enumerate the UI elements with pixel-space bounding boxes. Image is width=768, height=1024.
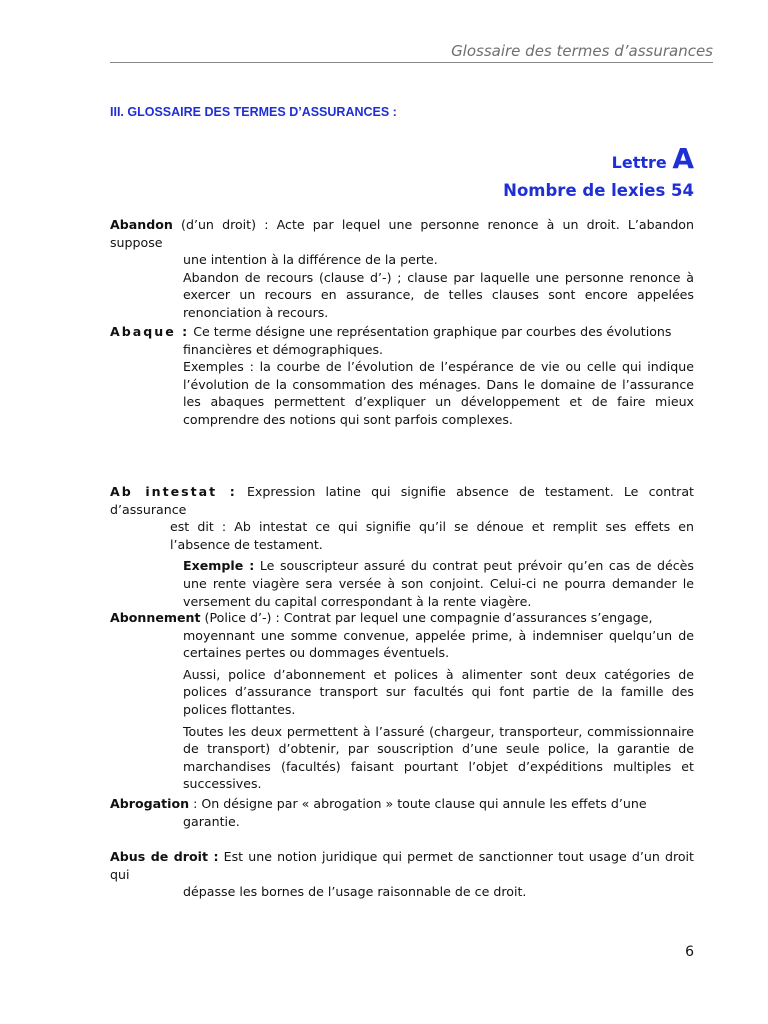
- letter-glyph: A: [672, 142, 694, 175]
- entry-first-line: [110, 323, 694, 341]
- entry-paragraph: est dit : Ab intestat ce qui signifie qu’il se dénoue et remplit ses effets en l’absence de testament.: [170, 519, 694, 552]
- entry-definition: Expression latine qui signifie absence de testament. Le contrat d’assurance: [110, 484, 694, 517]
- entry-first-line: [110, 609, 694, 627]
- entry-continuation: [110, 341, 694, 429]
- entry-first-line: [110, 795, 694, 813]
- entry-paragraph: financières et démographiques.: [183, 341, 384, 357]
- entry-paragraph: Abandon de recours (clause d’-) ; clause par laquelle une personne renonce à exercer un recours en assurance, de telles clauses sont encore appelées renonciation à recours.: [183, 269, 694, 320]
- entry-definition: : On désigne par « abrogation » toute clause qui annule les effets d’une: [189, 796, 647, 811]
- entry-abonnement: [110, 609, 694, 793]
- letter-heading: [503, 142, 694, 180]
- entry-abandon: [110, 216, 694, 322]
- entry-term: Abus de droit :: [110, 849, 219, 864]
- running-header: Glossaire des termes d’assurances: [451, 42, 713, 60]
- entry-example: [110, 557, 694, 610]
- entry-abus-de-droit: [110, 848, 694, 901]
- entry-paragraph: [183, 557, 694, 610]
- entry-definition: Ce terme désigne une représentation graphique par courbes des évolutions: [189, 324, 672, 339]
- entry-term: Abaque :: [110, 324, 190, 339]
- entry-paragraph: moyennant une somme convenue, appelée prime, à indemniser quelqu’un de certaines pertes ou dommages éventuels.: [183, 627, 694, 661]
- page-number: 6: [685, 944, 694, 960]
- entry-continuation: [110, 518, 694, 553]
- header-rule: [110, 62, 713, 63]
- letter-block: [503, 142, 694, 202]
- entry-abrogation: [110, 795, 694, 830]
- entry-paragraph: Exemples : la courbe de l’évolution de l’espérance de vie ou celle qui indique l’évolution de la consommation des ménages. Dans le domaine de l’assurance les abaques permettent d’expliquer un développement et de faire mieux comprendre des notions qui sont parfois complexes.: [183, 359, 694, 427]
- lexie-count: Nombre de lexies 54: [503, 181, 694, 200]
- entry-first-line: [110, 483, 694, 518]
- entry-definition: (d’un droit) : Acte par lequel une personne renonce à un droit. L’abandon suppose: [110, 217, 694, 250]
- entry-definition: (Police d’-) : Contrat par lequel une compagnie d’assurances s’engage,: [200, 610, 653, 625]
- entry-term: Abandon: [110, 217, 173, 232]
- entry-ab-intestat: [110, 483, 694, 610]
- entry-continuation: [110, 251, 694, 321]
- entry-term: Abonnement: [110, 610, 201, 625]
- entry-first-line: [110, 216, 694, 251]
- entry-definition: Est une notion juridique qui permet de sanctionner tout usage d’un droit qui: [110, 849, 694, 882]
- entry-continuation: [110, 627, 694, 793]
- section-title: III. GLOSSAIRE DES TERMES D’ASSURANCES :: [110, 105, 397, 119]
- example-text: Le souscripteur assuré du contrat peut prévoir qu’en cas de décès une rente viagère sera versée à son conjoint. Celui-ci ne pourra demander le versement du capital correspondant à la rente viagère.: [183, 558, 694, 609]
- entry-paragraph: Toutes les deux permettent à l’assuré (chargeur, transporteur, commissionnaire de transport) d’obtenir, par souscription d’une seule police, la garantie de marchandises (facultés) faisant pourtant l’objet d’expéditions multiples et successives.: [183, 723, 694, 792]
- entry-continuation: [110, 813, 694, 831]
- letter-prefix: Lettre: [611, 153, 667, 172]
- entry-paragraph: une intention à la différence de la perte.: [183, 252, 438, 268]
- example-label: Exemple :: [183, 558, 255, 574]
- entry-term: Abrogation: [110, 796, 190, 811]
- entry-paragraph: Aussi, police d’abonnement et polices à alimenter sont deux catégories de polices d’assurance transport sur facultés qui font partie de la famille des polices flottantes.: [183, 666, 694, 717]
- entry-paragraph: dépasse les bornes de l’usage raisonnable de ce droit.: [183, 884, 527, 900]
- entry-continuation: [110, 883, 694, 901]
- entry-abaque: [110, 323, 694, 429]
- entry-paragraph: garantie.: [183, 813, 240, 829]
- entry-term: Ab intestat :: [110, 484, 237, 499]
- entry-first-line: [110, 848, 694, 883]
